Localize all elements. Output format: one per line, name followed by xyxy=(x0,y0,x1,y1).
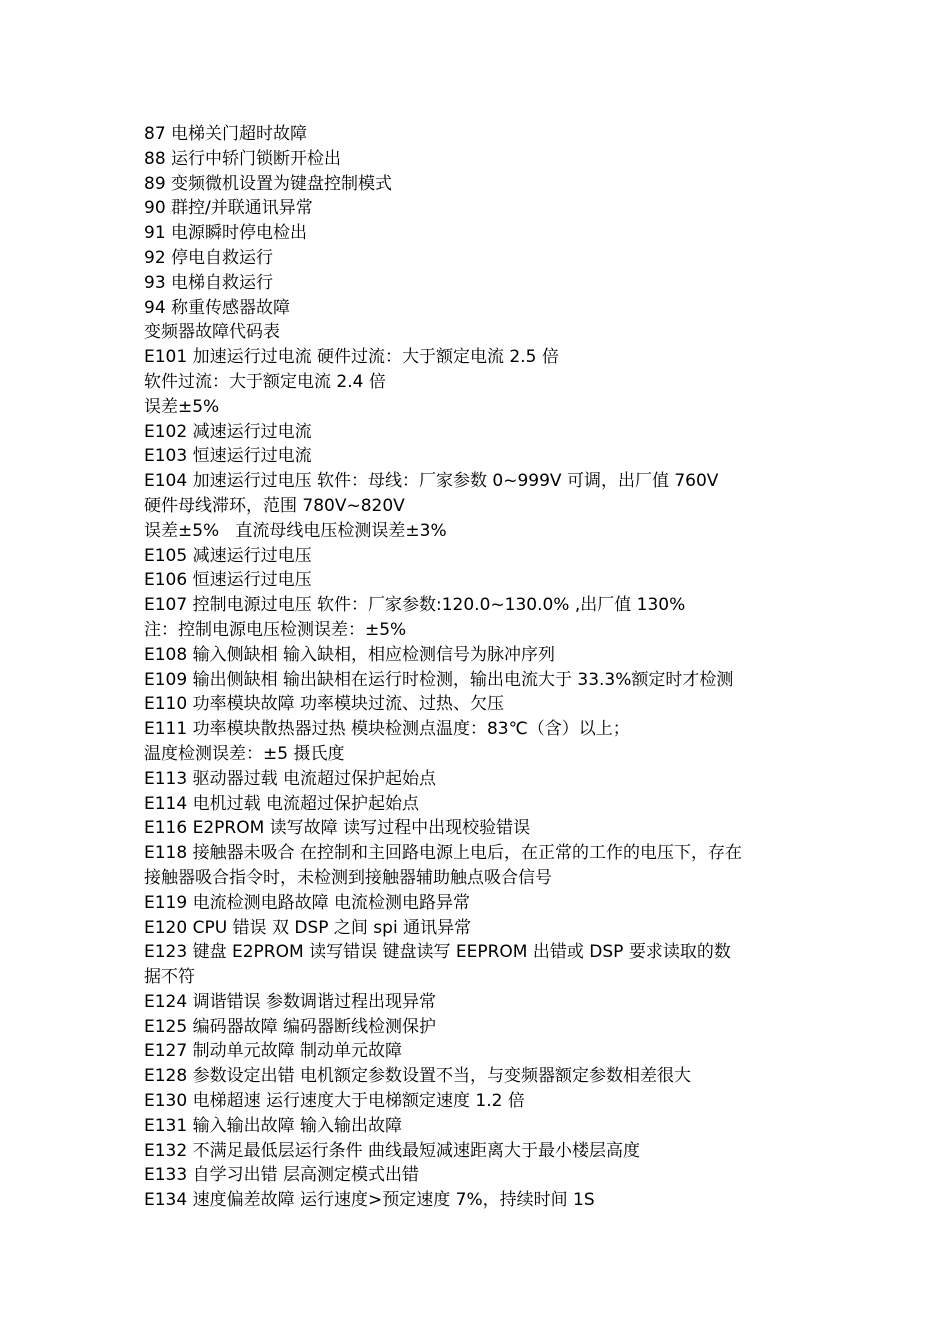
text-line: 93 电梯自救运行 xyxy=(144,272,274,293)
text-line: 92 停电自救运行 xyxy=(144,247,274,268)
text-line: 据不符 xyxy=(144,967,195,988)
text-line: 接触器吸合指令时，未检测到接触器辅助触点吸合信号 xyxy=(144,867,552,888)
text-line: 94 称重传感器故障 xyxy=(144,297,291,318)
text-line: E110 功率模块故障 功率模块过流、过热、欠压 xyxy=(144,694,504,715)
text-line: E133 自学习出错 层高测定模式出错 xyxy=(144,1165,419,1186)
text-line: E107 控制电源过电压 软件：厂家参数:120.0~130.0% ,出厂值 130% xyxy=(144,595,686,616)
text-line: E128 参数设定出错 电机额定参数设置不当，与变频器额定参数相差很大 xyxy=(144,1066,691,1087)
text-line: 88 运行中轿门锁断开检出 xyxy=(144,148,342,169)
text-line: E119 电流检测电路故障 电流检测电路异常 xyxy=(144,892,470,913)
text-line: E113 驱动器过载 电流超过保护起始点 xyxy=(144,768,436,789)
text-line: E125 编码器故障 编码器断线检测保护 xyxy=(144,1016,436,1037)
text-line: E101 加速运行过电流 硬件过流：大于额定电流 2.5 倍 xyxy=(144,347,559,368)
text-line: E114 电机过载 电流超过保护起始点 xyxy=(144,793,419,814)
text-line: E102 减速运行过电流 xyxy=(144,421,312,442)
text-line: E108 输入侧缺相 输入缺相，相应检测信号为脉冲序列 xyxy=(144,644,555,665)
document-body xyxy=(144,122,824,1213)
text-line: E103 恒速运行过电流 xyxy=(144,446,312,467)
text-line: E131 输入输出故障 输入输出故障 xyxy=(144,1115,402,1136)
text-line: E127 制动单元故障 制动单元故障 xyxy=(144,1041,402,1062)
text-line: 硬件母线滞环，范围 780V~820V xyxy=(144,495,405,516)
text-line: E111 功率模块散热器过热 模块检测点温度：83℃（含）以上； xyxy=(144,719,630,740)
text-line: E134 速度偏差故障 运行速度>预定速度 7%，持续时间 1S xyxy=(144,1190,595,1211)
text-line: E105 减速运行过电压 xyxy=(144,545,312,566)
text-line: E104 加速运行过电压 软件：母线：厂家参数 0~999V 可调，出厂值 760V xyxy=(144,471,719,492)
text-line: E109 输出侧缺相 输出缺相在运行时检测，输出电流大于 33.3%额定时才检测 xyxy=(144,669,734,690)
text-line: E123 键盘 E2PROM 读写错误 键盘读写 EEPROM 出错或 DSP 要求读取的数 xyxy=(144,942,731,963)
text-line: E124 调谐错误 参数调谐过程出现异常 xyxy=(144,991,436,1012)
text-line: 误差±5% xyxy=(144,396,220,417)
text-line: 软件过流：大于额定电流 2.4 倍 xyxy=(144,371,386,392)
text-line: 误差±5% 直流母线电压检测误差±3% xyxy=(144,520,447,541)
text-line: 89 变频微机设置为键盘控制模式 xyxy=(144,173,393,194)
text-line: E132 不满足最低层运行条件 曲线最短减速距离大于最小楼层高度 xyxy=(144,1140,640,1161)
text-line: E106 恒速运行过电压 xyxy=(144,570,312,591)
text-line: E116 E2PROM 读写故障 读写过程中出现校验错误 xyxy=(144,818,531,839)
text-line: 注：控制电源电压检测误差：±5% xyxy=(144,619,407,640)
text-line: 温度检测误差：±5 摄氏度 xyxy=(144,743,345,764)
text-line: E118 接触器未吸合 在控制和主回路电源上电后，在正常的工作的电压下，存在 xyxy=(144,843,742,864)
text-line: 90 群控/并联通讯异常 xyxy=(144,198,313,219)
text-line: 91 电源瞬时停电检出 xyxy=(144,223,308,244)
text-line: E130 电梯超速 运行速度大于电梯额定速度 1.2 倍 xyxy=(144,1091,525,1112)
text-line: 87 电梯关门超时故障 xyxy=(144,124,308,144)
text-line: E120 CPU 错误 双 DSP 之间 spi 通讯异常 xyxy=(144,917,472,938)
text-line: 变频器故障代码表 xyxy=(144,322,280,343)
